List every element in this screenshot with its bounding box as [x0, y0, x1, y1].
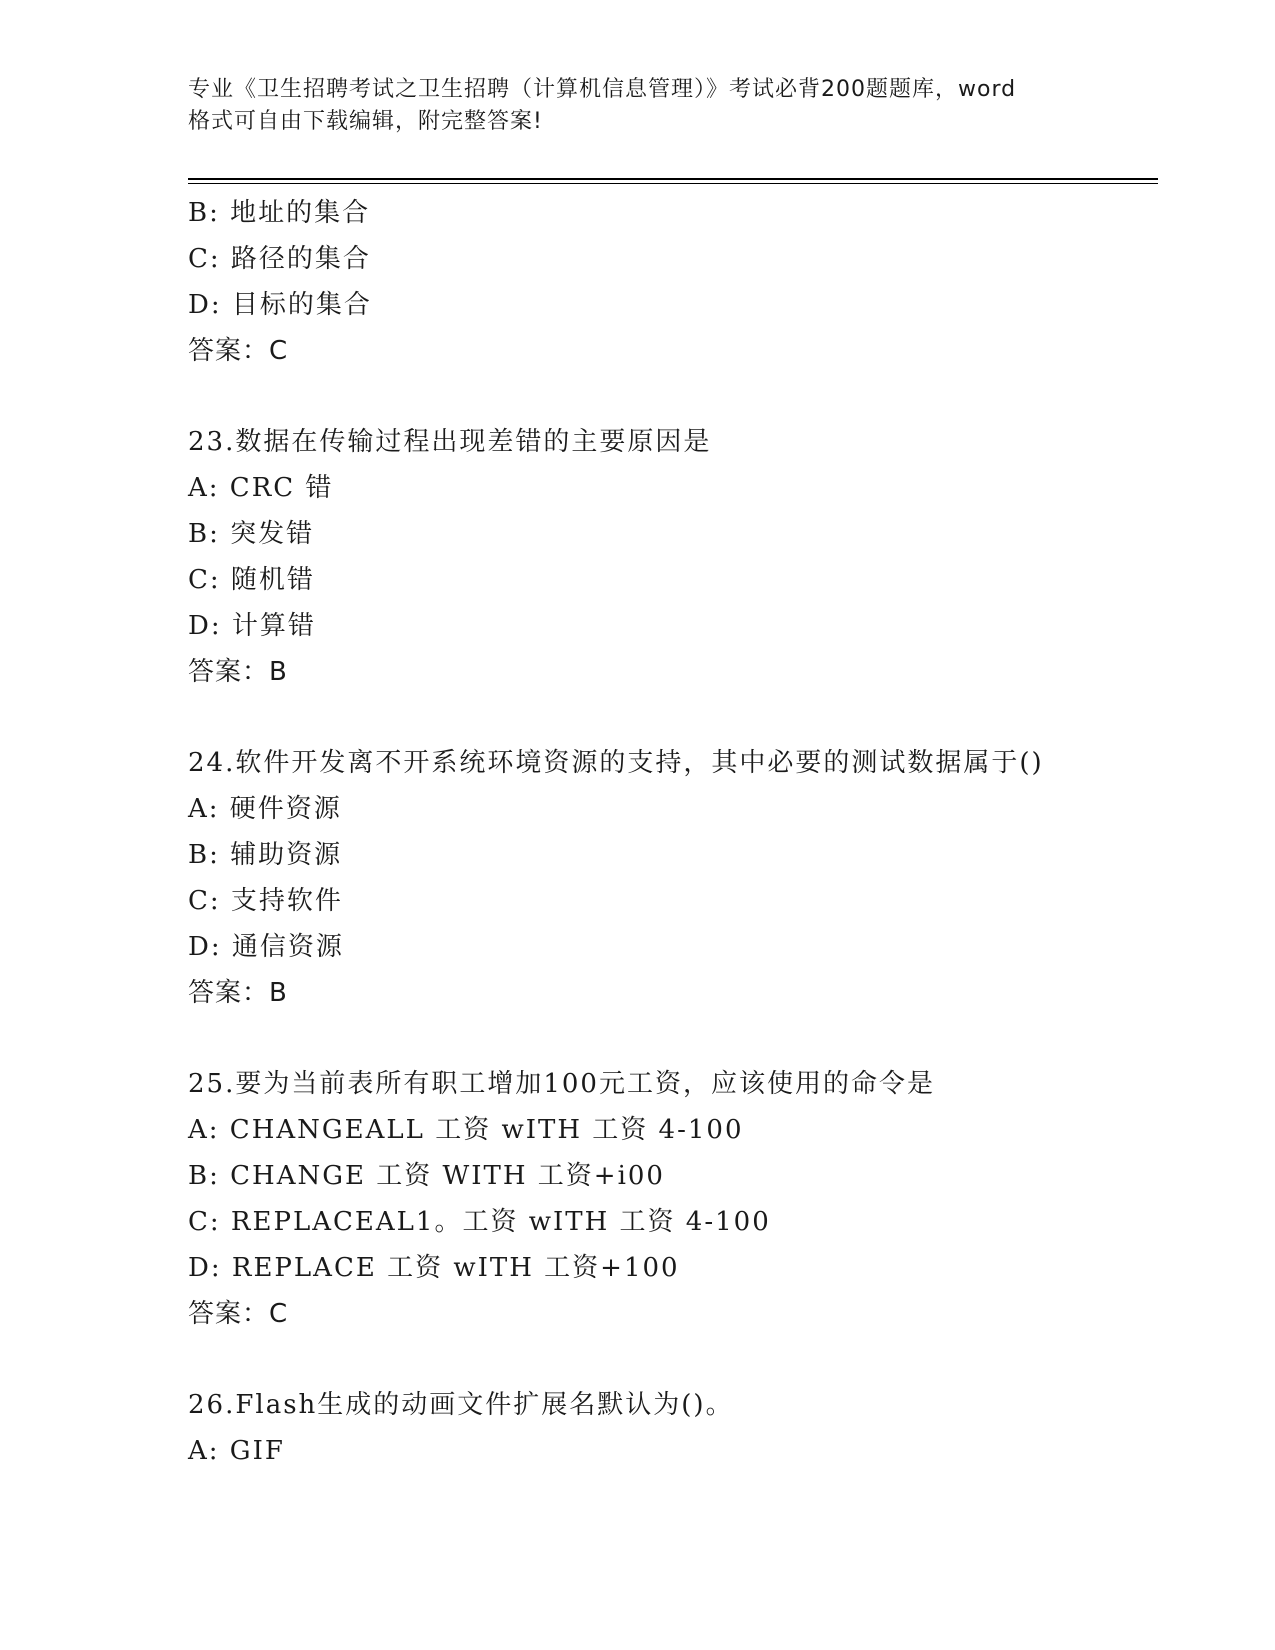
- header-divider-thick: [188, 178, 1158, 180]
- option-a: A: 硬件资源: [188, 794, 342, 824]
- option-d: D: 通信资源: [188, 932, 344, 962]
- option-d: D: 目标的集合: [188, 290, 372, 320]
- answer-line: 答案：B: [188, 657, 288, 687]
- question-list: [188, 190, 1188, 1474]
- option-d: D: REPLACE 工资 wITH 工资+100: [188, 1253, 680, 1283]
- answer-line: 答案：C: [188, 1299, 289, 1329]
- option-b: B: 突发错: [188, 519, 315, 549]
- question-24: [188, 740, 1188, 1016]
- header-line-2: 格式可自由下载编辑，附完整答案!: [188, 109, 543, 134]
- question-26: [188, 1382, 1188, 1474]
- option-c: C: 路径的集合: [188, 244, 371, 274]
- option-a: A: GIF: [188, 1436, 285, 1466]
- question-22-continued: [188, 190, 1188, 374]
- question-stem: 23.数据在传输过程出现差错的主要原因是: [188, 427, 712, 457]
- option-c: C: 支持软件: [188, 886, 343, 916]
- option-c: C: 随机错: [188, 565, 315, 595]
- option-b: B: 地址的集合: [188, 198, 371, 228]
- document-header: [188, 74, 1088, 138]
- question-23: [188, 419, 1188, 695]
- question-stem: 26.Flash生成的动画文件扩展名默认为()。: [188, 1390, 734, 1420]
- header-divider-thin: [188, 183, 1158, 184]
- option-c: C: REPLACEAL1。工资 wITH 工资 4-100: [188, 1207, 771, 1237]
- answer-line: 答案：C: [188, 336, 289, 366]
- question-stem: 24.软件开发离不开系统环境资源的支持，其中必要的测试数据属于(): [188, 748, 1044, 778]
- option-a: A: CHANGEALL 工资 wITH 工资 4-100: [188, 1115, 744, 1145]
- answer-line: 答案：B: [188, 978, 288, 1008]
- question-25: [188, 1061, 1188, 1337]
- option-a: A: CRC 错: [188, 473, 334, 503]
- option-b: B: 辅助资源: [188, 840, 343, 870]
- option-b: B: CHANGE 工资 WITH 工资+i00: [188, 1161, 665, 1191]
- question-stem: 25.要为当前表所有职工增加100元工资，应该使用的命令是: [188, 1069, 935, 1099]
- header-line-1: 专业《卫生招聘考试之卫生招聘（计算机信息管理）》考试必背200题题库，word: [188, 77, 1017, 102]
- option-d: D: 计算错: [188, 611, 316, 641]
